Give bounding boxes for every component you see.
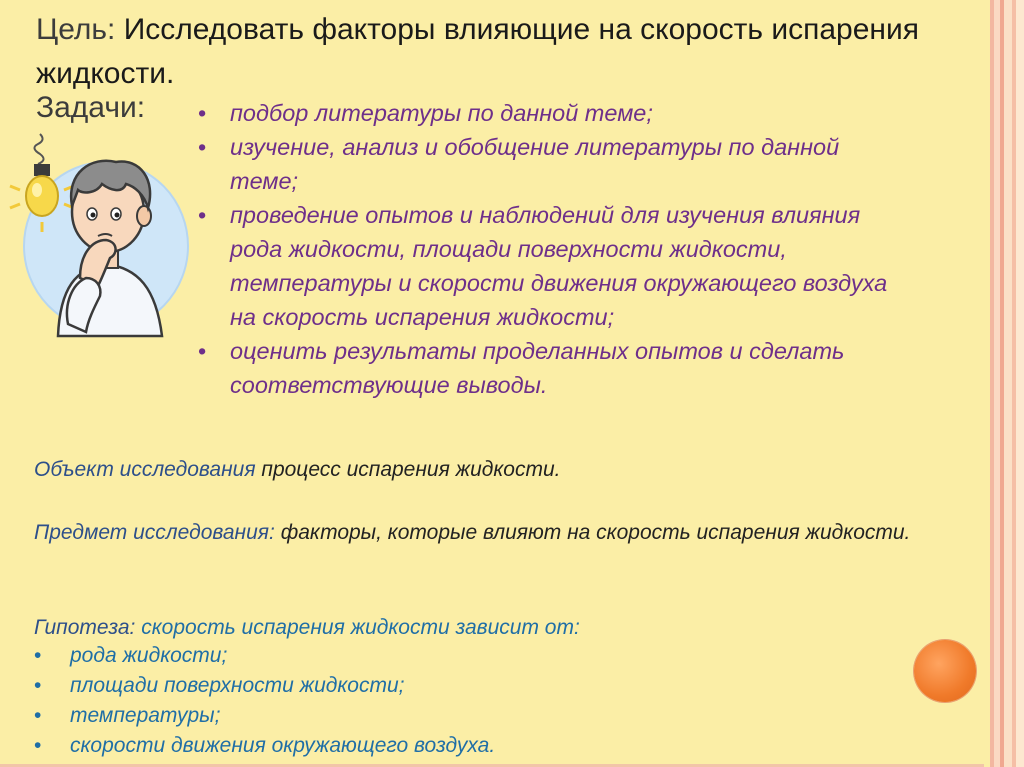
task-item: • оценить результаты проделанных опытов и сделать соответствующие выводы. [196,334,896,402]
hypothesis-list [34,641,495,761]
research-object-text: процесс испарения жидкости. [261,458,561,481]
wire-icon [34,134,43,164]
hypothesis-item: • скорости движения окружающего воздуха. [34,731,495,761]
tasks-list [196,96,896,402]
decorative-stripes [984,0,1024,767]
hypothesis [34,612,974,644]
hypothesis-item: • рода жидкости; [34,641,495,671]
research-subject [34,517,974,549]
task-item: • подбор литературы по данной теме; [196,96,896,130]
research-subject-label: Предмет исследования: [34,521,275,544]
hypothesis-item: • температуры; [34,701,495,731]
goal-label: Цель: [36,13,116,46]
tasks-label: Задачи: [36,91,146,124]
light-bulb-icon [26,164,58,216]
research-subject-text: факторы, которые влияют на скорость испарения жидкости. [280,521,911,544]
hypothesis-item: • площади поверхности жидкости; [34,671,495,701]
research-object [34,454,974,486]
task-item: • проведение опытов и наблюдений для изучения влияния рода жидкости, площади поверхности жидкости, температуры и скорости движения окружающего воздуха на скорость испарения жидкости; [196,198,896,334]
hypothesis-text: скорость испарения жидкости зависит от: [141,616,580,639]
research-object-label: Объект исследования [34,458,256,481]
hypothesis-label: Гипотеза: [34,616,136,639]
goal-text: Исследовать факторы влияющие на скорость испарения жидкости. [36,13,919,90]
page-title [36,8,956,96]
task-item: • изучение, анализ и обобщение литературы по данной теме; [196,130,896,198]
orange-circle-decoration [914,640,976,702]
thinking-boy-illustration [6,128,192,338]
